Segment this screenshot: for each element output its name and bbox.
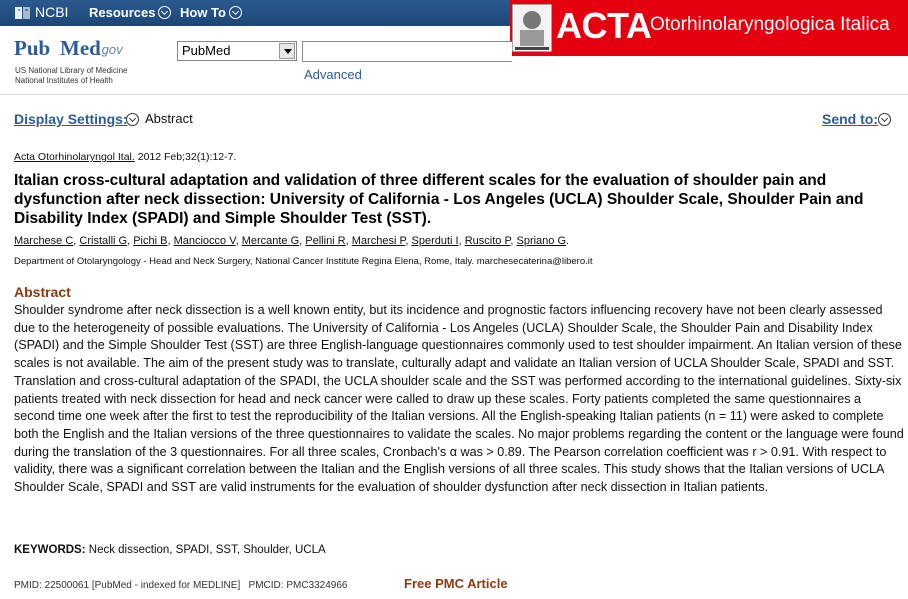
author-link[interactable]: Marchesi P [351,235,406,247]
database-select-value: PubMed [182,43,231,58]
abstract-heading: Abstract [14,284,71,300]
article-title: Italian cross-cultural adaptation and validation of three different scales for the evaluation of shoulder pain and dysfunction after neck dissection: University of California - Los Angeles (UCLA) Shoulder Scale, Shoulder Pain and Disability Index (SPADI) and Simple Shoulder Test (SST). [14,172,864,227]
author-separator: , [405,235,412,247]
pubmed-logo-gov: .gov [98,42,123,57]
chevron-down-icon [158,6,171,19]
citation [14,151,236,163]
dropdown-arrow-icon [279,43,295,59]
resources-menu[interactable] [89,5,171,20]
affiliation: Department of Otolaryngology - Head and Neck Surgery, National Cancer Institute Regina Elena, Rome, Italy. marchesecaterina@libero.it [14,256,593,267]
send-to-link[interactable]: Send to: [822,111,878,127]
keywords-list: Neck dissection, SPADI, SST, Shoulder, UCLA [85,544,326,556]
chevron-down-icon[interactable] [878,113,891,126]
article-identifiers: PMID: 22500061 [PubMed - indexed for MEDLINE] PMCID: PMC3324966 [14,580,348,591]
display-settings-link[interactable]: Display Settings: [14,111,128,127]
header-divider [0,94,908,95]
free-pmc-article-link[interactable]: Free PMC Article [404,576,508,591]
acta-logo-word: ACTA [556,5,652,46]
author-link[interactable]: Marchese C [14,235,74,247]
author-separator: , [299,235,306,247]
author-separator: , [167,235,174,247]
author-separator: , [127,235,134,247]
keywords-label: KEYWORDS: [14,544,86,556]
pubmed-logo[interactable] [14,34,154,64]
author-list [14,235,569,247]
acta-seal-logo [512,4,552,52]
author-separator: . [566,235,570,247]
chevron-down-icon[interactable] [126,113,139,126]
database-select[interactable] [177,41,297,61]
pubmed-logo-pub: Pub [14,36,51,60]
display-format: Abstract [145,111,193,126]
journal-link[interactable]: Acta Otorhinolaryngol Ital. [14,151,135,163]
nlm-label: US National Library of Medicine [15,66,128,75]
author-separator: , [510,235,517,247]
howto-menu-label: How To [180,5,226,20]
advanced-search-link[interactable]: Advanced [304,67,362,82]
chevron-down-icon [229,6,242,19]
ncbi-logo-icon[interactable] [14,5,32,21]
nih-label: National Institutes of Health [15,76,113,85]
search-input[interactable] [302,41,512,62]
acta-logo-subtitle: Otorhinolaryngologica Italica [650,14,890,35]
pubmed-logo-med: Med [60,36,101,60]
author-separator: , [235,235,242,247]
abstract-text: Shoulder syndrome after neck dissection is a well known entity, but its incidence and prognostic factors influencing recovery have not been clearly assessed due to the heterogeneity of possible evaluations. The University of California - Los Angeles (UCLA) Shoulder Scale, the Shoulder Pain and Disability Index (SPADI) and the Simple Shoulder Test (SST) are three English-language questionnaires commonly used to test shoulder impairment. An Italian version of these scales is not available. The aim of the present study was to translate, culturally adapt and validate an Italian version of UCLA Shoulder Scale, SPADI and SST. Translation and cross-cultural adaptation of the SPADI, the UCLA shoulder scale and the SST was performed according to the international guidelines. Sixty-six patients treated with neck dissection for head and neck cancer were called to draw up these scales. Forty patients completed the same questionnaires a second time one week after the first to test the reproducibility of the Italian versions. All the English-speaking Italian patients (n = 11) were asked to complete both the English and the Italian versions of the three questionnaires to validate the scales. No major problems regarding the content or the language were found during the translation of the 3 questionnaires. For all three scales, Cronbach's α was > 0.89. The Pearson correlation coefficient was r > 0.91. With respect to validity, there was a significant correlation between the Italian and the English versions of all three scales. This study shows that the Italian versions of UCLA Shoulder Scale, SPADI and SST are valid instruments for the evaluation of shoulder dysfunction after neck dissection in Italian patients. [14,303,904,495]
author-link[interactable]: Sperduti I [411,235,459,247]
author-link[interactable]: Pellini R [305,235,346,247]
acta-journal-banner [510,0,908,56]
ncbi-logo-text[interactable]: NCBI [35,4,69,20]
author-link[interactable]: Mercante G [241,235,300,247]
author-link[interactable]: Cristalli G [79,235,128,247]
author-link[interactable]: Spriano G [516,235,567,247]
author-separator: , [345,235,352,247]
author-link[interactable]: Pichi B [133,235,168,247]
author-separator: , [458,235,465,247]
citation-details: 2012 Feb;32(1):12-7. [134,151,237,163]
author-link[interactable]: Manciocco V [173,235,236,247]
howto-menu[interactable] [180,5,242,20]
author-link[interactable]: Ruscito P [464,235,511,247]
resources-menu-label: Resources [89,5,156,20]
author-separator: , [73,235,80,247]
keywords [14,544,326,556]
